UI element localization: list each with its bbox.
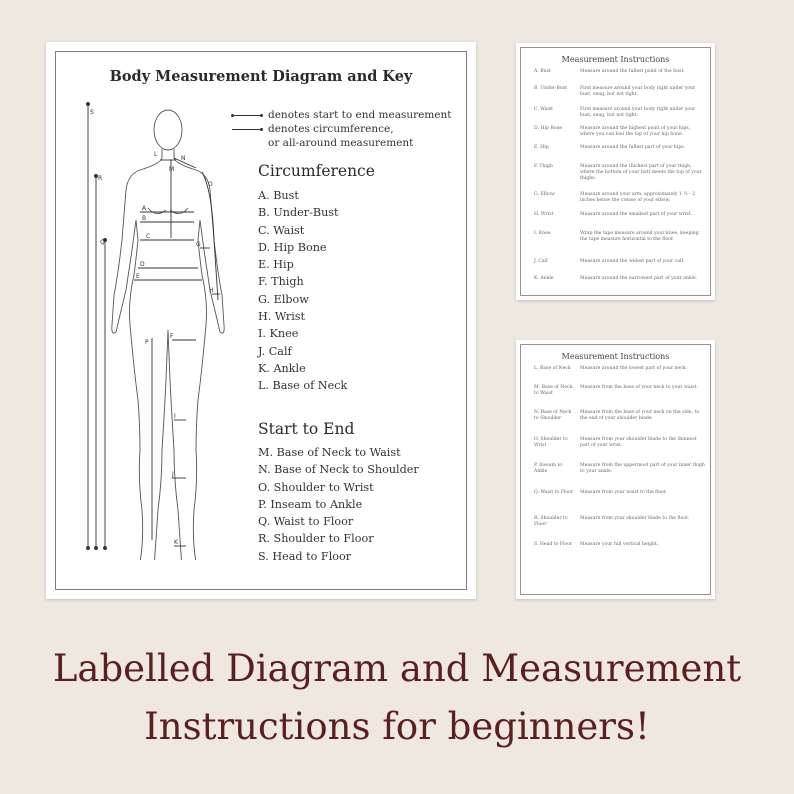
- figure-label-i: I: [174, 413, 176, 420]
- figure-label-a: A: [142, 205, 147, 212]
- list-item: P. Inseam to Ankle: [258, 497, 363, 511]
- list-item: D. Hip Bone: [258, 240, 327, 254]
- instruction-text: Measure around the widest part of your calf.: [580, 259, 685, 264]
- figure-label-c: C: [146, 233, 151, 240]
- figure-label-f: F: [170, 333, 174, 340]
- list-item: M. Base of Neck to Waist: [258, 446, 401, 459]
- list-item: F. Thigh: [258, 275, 304, 289]
- circumference-heading: Circumference: [258, 162, 375, 180]
- instruction-label: D. Hip Bone: [534, 126, 563, 131]
- instruction-text: Measure from the uppermost part of your inner thigh to your ankle.: [580, 463, 705, 474]
- figure-label-j: J: [172, 471, 174, 478]
- figure-label-l: L: [154, 151, 158, 158]
- figure-label-r: R: [98, 175, 103, 182]
- start-end-list: [258, 444, 419, 565]
- figure-label-p: P: [145, 339, 149, 346]
- instruction-text: First measure around your body right under your bust, snug, but not tight.: [580, 107, 696, 118]
- list-item: N. Base of Neck to Shoulder: [258, 463, 419, 477]
- figure-label-e: E: [136, 273, 140, 280]
- list-item: Q. Waist to Floor: [258, 515, 354, 529]
- instruction-label: N. Base of Neck to Shoulder: [534, 410, 572, 421]
- instruction-text: Measure around the fullest part of your hips.: [580, 145, 686, 150]
- instruction-text: Measure around the smallest part of your wrist.: [580, 212, 692, 217]
- diagram-sheet: [46, 42, 476, 599]
- instruction-label: E. Hip: [534, 145, 549, 150]
- instructions-sheet-1: [516, 43, 715, 300]
- figure-label-b: B: [142, 215, 147, 222]
- page-title: Body Measurement Diagram and Key: [109, 68, 413, 85]
- list-item: A. Bust: [258, 189, 299, 202]
- list-item: O. Shoulder to Wrist: [258, 480, 374, 494]
- instruction-label: F. Thigh: [534, 164, 553, 169]
- instruction-text: Measure around the highest point of your hips, where you can feel the top of your hip bone.: [580, 126, 691, 137]
- instruction-label: B. Under-Bust: [534, 86, 568, 91]
- instruction-text: Measure your full vertical height.: [580, 542, 659, 547]
- start-end-heading: Start to End: [258, 420, 355, 438]
- legend: [232, 108, 452, 150]
- list-item: E. Hip: [258, 258, 294, 272]
- legend-start-end: [232, 108, 452, 122]
- instruction-text: Wrap the tape measure around your knee, keeping the tape measure horizontal to the floor.: [580, 231, 699, 242]
- instruction-text: Measure around the fullest point of the bust.: [580, 69, 685, 74]
- list-item: G. Elbow: [258, 292, 309, 306]
- instruction-text: Measure from your shoulder blade to the thinnest part of your wrist.: [580, 437, 697, 448]
- instruction-text: First measure around your body right under your bust, snug, but not tight.: [580, 86, 696, 97]
- list-item: I. Knee: [258, 327, 299, 341]
- figure-label-k: K: [174, 539, 178, 546]
- list-item: S. Head to Floor: [258, 549, 352, 563]
- body-outline-left: [112, 149, 168, 560]
- instruction-label: O. Shoulder to Wrist: [534, 437, 568, 448]
- circumference-list: [258, 187, 347, 395]
- list-item: C. Waist: [258, 223, 305, 237]
- instruction-label: K. Ankle: [534, 276, 554, 281]
- list-item: K. Ankle: [258, 361, 306, 375]
- list-item: H. Wrist: [258, 310, 306, 324]
- figure-label-m: M: [169, 166, 175, 173]
- list-item: R. Shoulder to Floor: [258, 532, 374, 546]
- figure-label-n: N: [181, 155, 186, 162]
- body-outline-right: [168, 149, 224, 560]
- figure-label-g: G: [196, 241, 201, 248]
- instruction-label: R. Shoulder to Floor: [534, 516, 568, 527]
- list-item: J. Calf: [258, 344, 292, 358]
- instruction-label: C. Waist: [534, 107, 554, 112]
- instruction-text: Measure around the narrowest part of your ankle.: [580, 276, 698, 281]
- instruction-label: A. Bust: [534, 69, 551, 74]
- instruction-label: I. Knee: [534, 231, 551, 236]
- instruction-text: Measure around the lowest part of your neck.: [580, 366, 687, 371]
- caption-line-2: Instructions for beginners!: [144, 705, 650, 748]
- figure-label-o: O: [208, 181, 213, 188]
- instruction-label: J. Calf: [534, 259, 548, 264]
- figure-label-d: D: [140, 261, 145, 268]
- instructions-title: Measurement Instructions: [561, 55, 670, 64]
- instructions-sheet-2: [516, 340, 715, 599]
- instruction-label: S. Head to Floor: [534, 542, 573, 547]
- instruction-label: G. Elbow: [534, 192, 555, 197]
- instruction-label: Q. Waist to Floor: [534, 490, 574, 495]
- caption-line-1: Labelled Diagram and Measurement: [52, 647, 742, 690]
- figure-label-s: S: [90, 109, 94, 116]
- legend-circumference-text-2: or all-around measurement: [268, 137, 414, 149]
- legend-circumference-2: [232, 136, 452, 150]
- instruction-label: H. Wrist: [534, 212, 554, 217]
- list-item: B. Under-Bust: [258, 206, 339, 220]
- figure-label-h: H: [209, 287, 214, 294]
- legend-circumference-text: denotes circumference,: [268, 123, 394, 135]
- instruction-label: P. Inseam to Ankle: [534, 463, 563, 474]
- instruction-text: Measure from your shoulder blade to the floor.: [580, 516, 690, 521]
- instruction-text: Measure from the base of your neck to your waist.: [580, 385, 698, 390]
- legend-start-end-text: denotes start to end measurement: [268, 109, 452, 121]
- instruction-label: L. Base of Neck: [534, 366, 571, 371]
- instruction-text: Measure around your arm, approximately 1 ½ - 2 inches below the crease of your elbow.: [580, 192, 696, 203]
- instruction-label: M. Base of Neck to Waist: [534, 385, 573, 396]
- instruction-text: Measure from the base of your neck on the side, to the end of your shoulder blade.: [580, 410, 700, 421]
- legend-circumference: [232, 122, 452, 136]
- instructions-title: Measurement Instructions: [561, 352, 670, 361]
- head-outline: [154, 110, 182, 150]
- list-item: L. Base of Neck: [258, 379, 348, 393]
- bust-outline: [148, 208, 188, 214]
- instruction-text: Measure around the thickest part of your thigh, where the bottom of your butt meets the top of your thighs.: [580, 164, 702, 181]
- instruction-text: Measure from your waist to the floor.: [580, 490, 667, 495]
- body-figure: [78, 100, 248, 560]
- figure-label-q: Q: [100, 239, 105, 246]
